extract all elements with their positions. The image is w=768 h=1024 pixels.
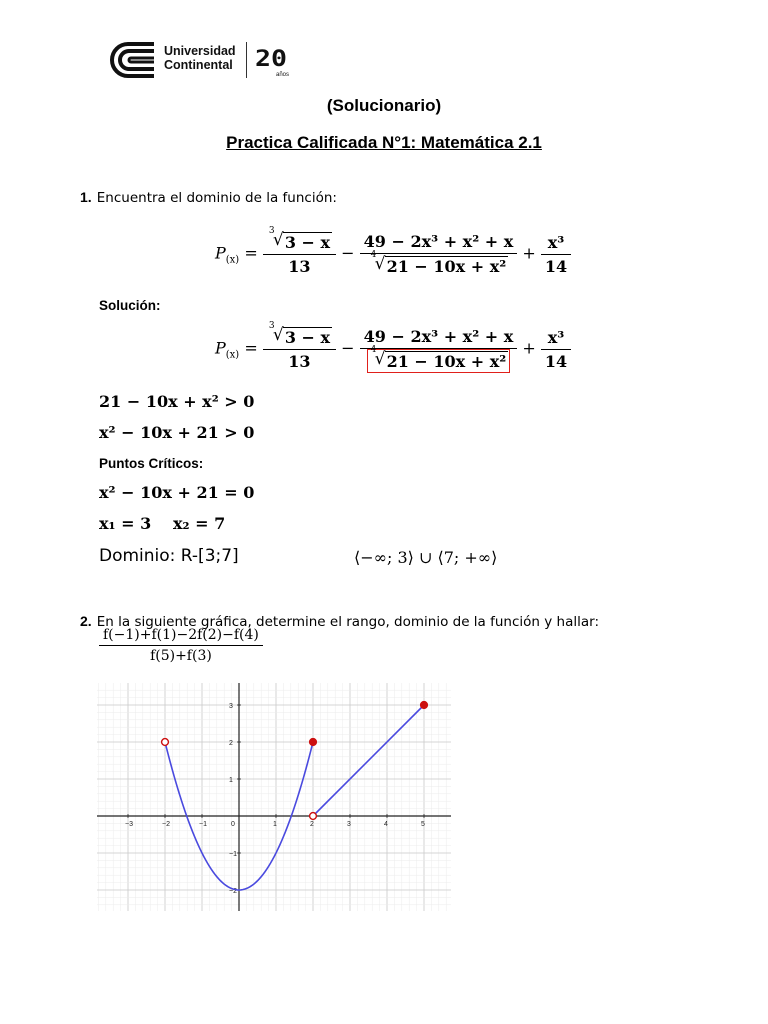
term1-radicand: 3 − x xyxy=(284,233,331,252)
solution-term2-radicand: 21 − 10x + x² xyxy=(386,352,507,371)
highlighted-radical: 4 √ 21 − 10x + x² xyxy=(370,345,507,371)
page-title: (Solucionario) xyxy=(326,96,442,115)
y-tick-label: 3 xyxy=(229,703,233,710)
x-tick-label: 4 xyxy=(384,821,388,828)
anniversary-caption: años xyxy=(276,72,290,78)
y-tick-label: −1 xyxy=(229,851,237,858)
term3-numerator: x³ xyxy=(541,233,571,255)
expression-denominator: f(5)+f(3) xyxy=(150,648,212,664)
open-point xyxy=(310,813,317,820)
term1-fraction: 3 √ 3 − x 13 xyxy=(263,232,336,276)
solution-function-name: P xyxy=(215,338,226,358)
university-line1: Universidad xyxy=(164,44,236,58)
domain-text: Dominio: R-[3;7] xyxy=(99,546,239,566)
expression-fraction xyxy=(99,627,263,664)
logo-divider xyxy=(246,42,247,78)
question-2-text: En la siguiente gráfica, determine el rango, dominio de la función y hallar: xyxy=(96,614,599,630)
x-tick-label: 0 xyxy=(231,821,235,828)
term2-fraction: 49 − 2x³ + x² + x 4 √ 21 − 10x + x² xyxy=(360,232,518,276)
x-tick-label: 5 xyxy=(421,821,425,828)
term2-numerator: 49 − 2x³ + x² + x xyxy=(360,232,518,254)
function-arg: (x) xyxy=(225,254,240,266)
question-1 xyxy=(80,187,337,206)
university-line2: Continental xyxy=(164,58,233,72)
question-2-number: 2. xyxy=(80,613,92,629)
function-name: P xyxy=(215,243,226,263)
term2-radicand: 21 − 10x + x² xyxy=(386,257,507,276)
closed-point xyxy=(421,702,428,709)
line-segment xyxy=(313,705,424,816)
term3-denominator: 14 xyxy=(544,256,568,276)
domain-interval: ⟨−∞; 3⟩ ∪ ⟨7; +∞⟩ xyxy=(354,548,498,567)
root-2: x₂ = 7 xyxy=(173,514,226,533)
inequality-1: 21 − 10x + x² > 0 xyxy=(99,392,255,411)
x-tick-label: 3 xyxy=(347,821,351,828)
solution-term2-fraction xyxy=(360,327,518,371)
term2-root-index: 4 xyxy=(370,250,377,260)
function-formula: $P_{(x)}$ = 3 √ 3 − x 13 − 49 − 2x³ + x² + x 4 √ 21 − 10x + x² + $\frac{\text{x³}}{14}$ xyxy=(215,232,571,276)
x-tick-label: 1 xyxy=(273,821,277,828)
solution-term3-denominator: 14 xyxy=(544,351,568,371)
function-graph xyxy=(97,683,451,911)
solution-term3-fraction xyxy=(541,328,571,371)
open-point xyxy=(162,739,169,746)
y-tick-label: 2 xyxy=(229,740,233,747)
critical-equation: x² − 10x + 21 = 0 xyxy=(99,483,255,502)
question-1-number: 1. xyxy=(80,189,92,205)
solution-formula: $P_{(x)}$ = 3 √ 3 − x 13 − 49 − 2x³ + x² + x 4 √ 21 − 10x + x² + $\frac{\text{x³}}{14}$ xyxy=(215,327,571,371)
solution-term3-numerator: x³ xyxy=(541,328,571,350)
expression-numerator: f(−1)+f(1)−2f(2)−f(4) xyxy=(99,627,263,646)
x-tick-label: −3 xyxy=(125,821,133,828)
y-tick-label: −2 xyxy=(229,888,237,895)
solution-term2-root-index: 4 xyxy=(370,345,377,355)
critical-points-label: Puntos Críticos: xyxy=(99,456,204,471)
question-1-text: Encuentra el dominio de la función: xyxy=(96,190,337,206)
root-1: x₁ = 3 xyxy=(99,514,152,533)
closed-point xyxy=(310,739,317,746)
solution-term1-root-index: 3 xyxy=(268,321,275,331)
solution-term1-denominator: 13 xyxy=(288,352,311,371)
x-tick-label: −2 xyxy=(162,821,170,828)
x-tick-label: 2 xyxy=(310,821,314,828)
page-subtitle: Practica Calificada N°1: Matemática 2.1 xyxy=(226,133,542,152)
inequality-2: x² − 10x + 21 > 0 xyxy=(99,423,255,442)
anniversary-logo-icon xyxy=(254,42,290,78)
solution-term2-numerator: 49 − 2x³ + x² + x xyxy=(360,327,518,349)
anniversary-number: 20 xyxy=(255,47,287,72)
y-tick-label: 1 xyxy=(229,777,233,784)
term3-fraction xyxy=(541,233,571,276)
solution-term1-fraction: 3 √ 3 − x 13 xyxy=(263,327,336,371)
solution-label: Solución: xyxy=(99,298,161,313)
solution-function-arg: (x) xyxy=(225,349,240,361)
university-name xyxy=(164,44,236,72)
university-logo-icon xyxy=(108,40,158,80)
x-tick-label: −1 xyxy=(199,821,207,828)
term1-denominator: 13 xyxy=(288,257,311,276)
term1-root-index: 3 xyxy=(268,226,275,236)
solution-term1-radicand: 3 − x xyxy=(284,328,331,347)
